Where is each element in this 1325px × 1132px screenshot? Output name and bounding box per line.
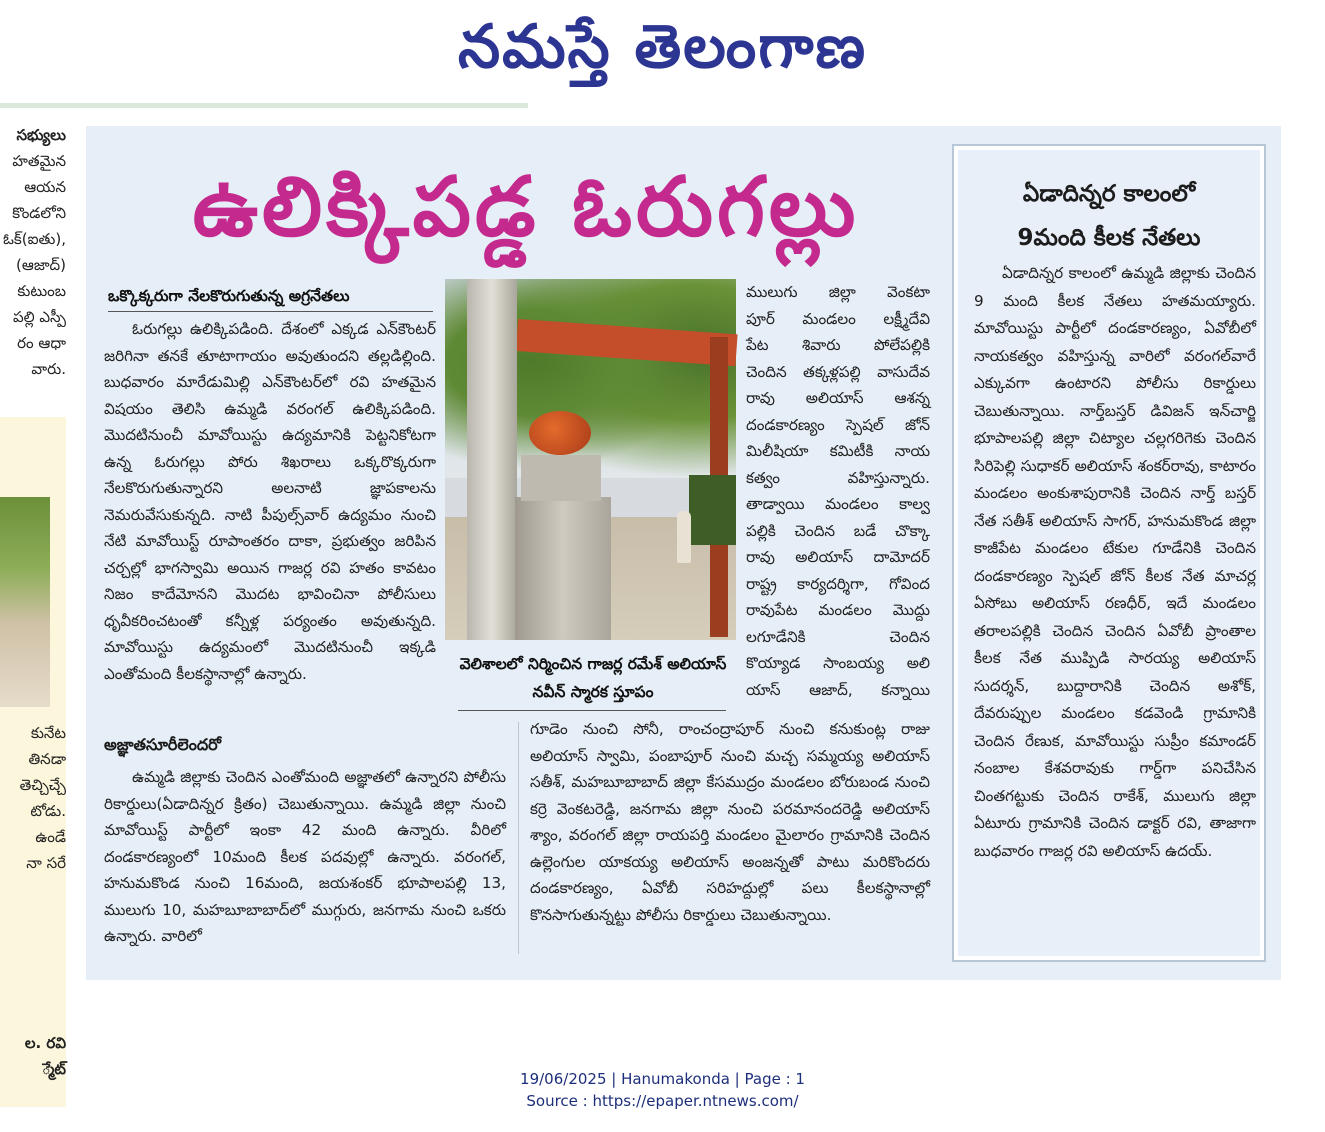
- sidebar-title-line: 9మంది కీలక నేతలు: [1017, 225, 1201, 251]
- caption-underline: [458, 710, 726, 711]
- text-line: ములుగు జిల్లా వెంకటా: [746, 283, 930, 301]
- strip-line: కుటుంబ: [17, 282, 66, 300]
- memorial-photo: [445, 279, 736, 640]
- footer-date-edition: 19/06/2025 | Hanumakonda | Page : 1: [520, 1070, 805, 1088]
- strip-line: ్మేట్: [41, 1060, 66, 1078]
- paragraph: ఉమ్మడి జిల్లాకు చెందిన ఎంతోమంది అజ్ఞాతలో ఉన్నారని పోలీసు రికార్డులు(ఏడాదిన్నర క్రితం) చెబుతున్నాయి. ఉమ్మడి జిల్లా నుంచి మావోయిస్ట్ పార్టీలో ఇంకా 42 మంది ఉన్నారు. వీరిలో దండకారణ్యంలో 10మంది కీలక పదవుల్లో ఉన్నారు. వరంగల్, హనుమకొండ నుంచి 16మంది, జయశంకర్ భూపాలపల్లి 13, ములుగు 10, మహబూబాబాద్‌లో ముగ్గురు, జనగామ నుంచి ఒకరు ఉన్నారు. వారిలో: [104, 768, 506, 945]
- text-line: రావు అలియాస్ దామోదర్: [746, 548, 930, 566]
- newspaper-title: నమస్తే తెలంగాణ: [457, 12, 868, 82]
- strip-line: తెచ్చిచ్చే: [19, 776, 66, 794]
- paragraph: గూడెం నుంచి సోనీ, రాంచంద్రాపూర్ నుంచి కనుకుంట్ల రాజు అలియాస్ స్వామి, పంబాపూర్ నుంచి మచ్చ సమ్మయ్య అలియాస్ సతీశ్, మహబూబాబాద్ జిల్లా కేసముద్రం మండలం బోరుబండ నుంచి కర్రె వెంకటరెడ్డి, జనగామ జిల్లా నుంచి పరమానందరెడ్డి అలియాస్ శ్యాం, వరంగల్ జిల్లా రాయపర్తి మండలం మైలారం గ్రామానికి చెందిన ఉల్లెంగుల యాకయ్య అలియాస్ అంజన్నతో పాటు మరికొందరు దండకారణ్యం, ఏవోబీ సరిహద్దుల్లో పలు కీలకస్థానాల్లో కొనసాగుతున్నట్టు పోలీసు రికార్డులు చెబుతున్నాయి.: [530, 720, 930, 924]
- paragraph: ఓరుగల్లు ఉలిక్కిపడింది. దేశంలో ఎక్కడ ఎన్‌కౌంటర్ జరిగినా తనకే తూటాగాయం అవుతుందని తల్లడిల్లింది. బుధవారం మారేడుమిల్లి ఎన్‌కౌంటర్‌లో రవి హతమైన విషయం తెలిసి ఉమ్మడి వరంగల్ ఉలిక్కిపడింది. మొదటినుంచీ మావోయిస్టు ఉద్యమానికి పెట్టనికోటగా ఉన్న ఓరుగల్లు పోరు శిఖరాలు ఒక్కరొక్కరుగా నేలకొరుగుతున్నారని అలనాటి జ్ఞాపకాలను నెమరువేసుకున్నది. నాటి పీపుల్స్‌వార్ ఉద్యమం నుంచి నేటి మావోయిస్ట్ రూపాంతరం దాకా, ప్రభుత్వం జరిపిన చర్చల్లో భాగస్వామి అయిన గాజర్ల రవి హతం కావటం నిజం కాదేమోనని మొదట భావించినా పోలీసులు ధృవీకరించటంతో కన్నీళ్ల పర్యంతం అవుతున్నది. మావోయిస్టు ఉద్యమంలో మొదటినుంచీ ఇక్కడి ఎంతోమంది కీలకస్థానాల్లో ఉన్నారు.: [104, 320, 436, 683]
- memorial-pillar-mid: [521, 455, 601, 501]
- text-line: యాస్ ఆజాద్, కన్నాయి: [746, 680, 930, 699]
- sidebar-box: [952, 144, 1266, 962]
- text-line: మిలీషియా కమిటీకి నాయ: [746, 442, 930, 460]
- footer-source: Source : https://epaper.ntnews.com/: [526, 1092, 799, 1110]
- text-line: తాడ్వాయి మండలం కాల్వ: [746, 495, 930, 513]
- text-line: కొయ్యాడ సాంబయ్య అలి: [746, 654, 930, 672]
- strip-line: (ఆజాద్): [16, 256, 66, 274]
- strip-line: తినడా: [28, 750, 66, 768]
- strip-line: కునేట: [30, 724, 66, 742]
- text-line: లగూడేనికి చెందిన: [746, 627, 930, 646]
- memorial-pillar-top: [529, 411, 591, 455]
- headline: ఉలిక్కిపడ్డ ఓరుగల్లు: [192, 160, 860, 255]
- text-line: పూర్ మండలం లక్ష్మీదేవి: [746, 309, 930, 328]
- strip-line: వారు.: [31, 360, 66, 378]
- strip-line: కొండలోని: [12, 204, 66, 222]
- column-2-text: [746, 279, 930, 703]
- masthead: [0, 0, 1325, 96]
- strip-line: ఓక్(ఐతు),: [2, 230, 66, 248]
- page-footer: [0, 1068, 1325, 1112]
- strip-line: రం ఆధా: [17, 334, 66, 352]
- strip-line: ల. రవి: [24, 1034, 66, 1052]
- section-subheading: అజ్ఞాతసూరీలెందరో: [104, 735, 221, 754]
- previous-article-text: [0, 122, 66, 382]
- subhead-underline: [108, 311, 433, 312]
- previous-article-strip: [0, 122, 66, 1078]
- photo-caption: వెలిశాలలో నిర్మించిన గాజర్ల రమేశ్ అలియాస్ నవీన్ స్మారక స్తూపం: [459, 655, 727, 701]
- text-line: చెందిన తక్కళ్లపల్లి వాసుదేవ: [746, 362, 930, 381]
- sidebar-text: [974, 260, 1256, 865]
- column-3-text: [530, 716, 930, 928]
- previous-photo: [0, 497, 50, 707]
- column-1-lower-text: [104, 764, 506, 950]
- column-divider: [518, 722, 519, 954]
- article-panel: [86, 126, 1281, 980]
- strip-line: టోడు.: [30, 802, 66, 820]
- previous-article-heading: సభ్యులు: [16, 126, 66, 144]
- sidebar-title-line: ఏడాదిన్నర కాలంలో: [1022, 181, 1196, 207]
- subheadline: ఒక్కొక్కరుగా నేలకొరుగుతున్న అగ్రనేతలు: [108, 287, 350, 305]
- paragraph: ఏడాదిన్నర కాలంలో ఉమ్మడి జిల్లాకు చెందిన 9 మంది కీలక నేతలు హతమయ్యారు. మావోయిస్టు పార్టీలో దండకారణ్యం, ఏవోబీలో నాయకత్వం వహిస్తున్న వారిలో వరంగల్‌వారే ఎక్కువగా ఉంటారని పోలీసు రికార్డులు చెబుతున్నాయి. నార్త్‌బస్తర్ డివిజన్ ఇన్‌చార్జి భూపాలపల్లి జిల్లా చిట్యాల చల్లగరిగెకు చెందిన సిరిపెల్లి సుధాకర్ అలియాస్ శంకర్‌రావు, కాటారం మండలం అంకుశాపురానికి చెందిన నార్త్ బస్తర్ నేత సతీశ్ అలియాస్ సాగర్, హనుమకొండ జిల్లా కాజీపేట మండలం టేకుల గూడేనికి చెందిన దండకారణ్యం స్పెషల్ జోన్ కీలక నేత మాచర్ల ఏసోబు అలియాస్ రణధీర్, ఇదే మండలం తరాలపల్లికి చెందిన చెందిన ఏవోబీ ప్రాంతాల కీలక నేత ముప్పిడి సారయ్య అలియాస్ సుదర్శన్, బుద్దారానికి చెందిన అశోక్, దేవరుప్పుల మండలం కడవెండి గ్రామానికి చెందిన రేణుక, మావోయిస్టు సుప్రీం కమాండర్ నంబాల కేశవరావుకు గార్డ్‌గా పనిచేసిన చింతగట్టుకు చెందిన రాకేశ్, ములుగు జిల్లా ఏటూరు గ్రామానికి చెందిన డాక్టర్ రవి, తాజాగా బుధవారం గాజర్ల రవి అలియాస్ ఉదయ్.: [974, 264, 1256, 860]
- previous-article-lower-text: [0, 720, 66, 876]
- strip-line: పల్లి ఎస్పీ: [12, 308, 66, 326]
- sidebar-title: [958, 172, 1260, 260]
- masthead-rule: [0, 103, 528, 108]
- photo-wall: [689, 475, 736, 545]
- strip-line: ఆయన: [24, 178, 66, 196]
- photo-pole: [467, 279, 517, 640]
- strip-line: హతమైన: [12, 152, 66, 170]
- text-line: పేట శివారు పోలేపల్లికి: [746, 336, 930, 354]
- strip-line: నా సరే: [26, 854, 66, 872]
- text-line: పల్లికి చెందిన బడే చొక్కా: [746, 521, 930, 540]
- photo-person: [677, 511, 691, 563]
- column-1-text: [104, 316, 436, 687]
- text-line: రావు అలియాస్ ఆశన్న: [746, 389, 930, 407]
- text-line: రావుపేట మండలం మొద్దు: [746, 601, 930, 619]
- strip-line: ఉండే: [35, 828, 66, 846]
- text-line: దండకారణ్యం స్పెషల్ జోన్: [746, 415, 930, 434]
- text-line: కత్వం వహిస్తున్నారు.: [746, 468, 930, 487]
- text-line: రాష్ట్ర కార్యదర్శిగా, గోవింద: [746, 574, 930, 593]
- sidebar-inner: [958, 150, 1260, 956]
- memorial-pillar-base: [515, 497, 611, 640]
